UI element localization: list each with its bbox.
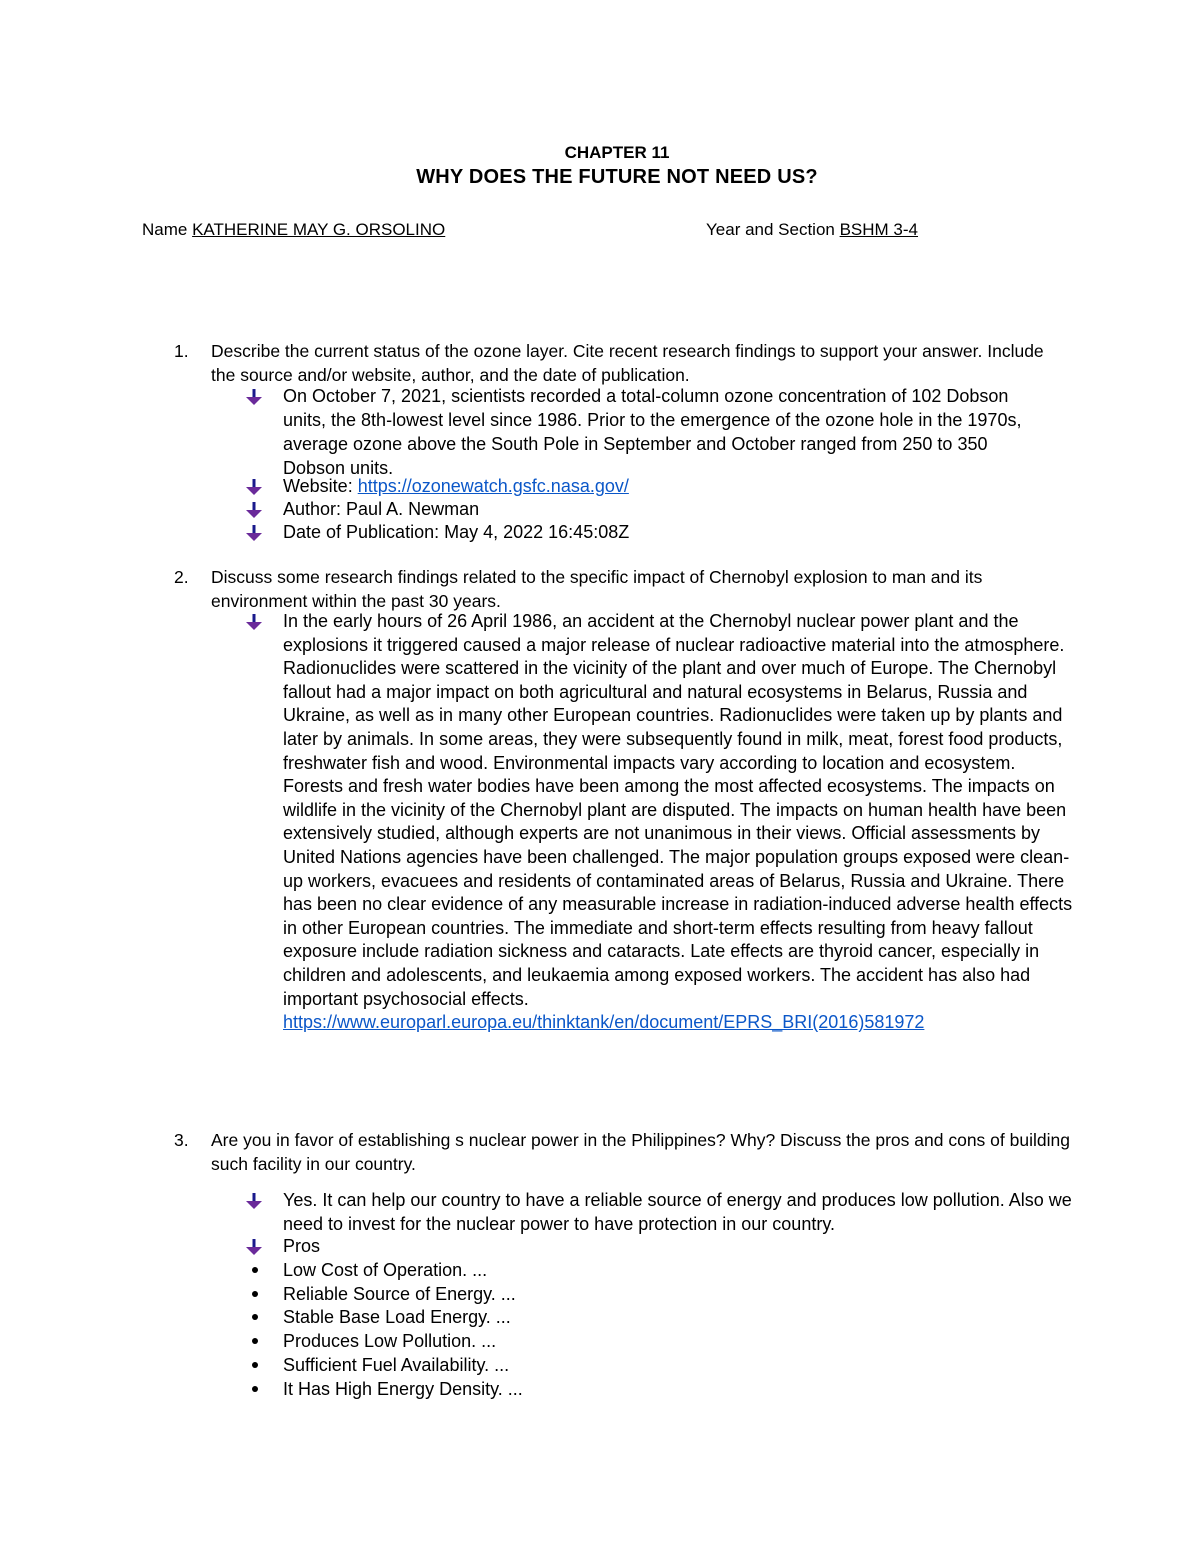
section-label: Year and Section [706,220,840,239]
section-value: BSHM 3-4 [839,220,919,239]
document-title: WHY DOES THE FUTURE NOT NEED US? [416,166,818,188]
question-number: 2. [174,567,189,587]
pro-text: Reliable Source of Energy. ... [283,1284,516,1304]
dot-bullet-icon [252,1314,258,1320]
chapter-heading: CHAPTER 11 [564,143,670,162]
website-link[interactable]: https://ozonewatch.gsfc.nasa.gov/ [357,476,629,496]
question-1 [174,339,1071,387]
list-item [283,1282,1073,1306]
pro-text: Produces Low Pollution. ... [283,1331,497,1351]
pros-label: Pros [283,1236,321,1256]
down-arrow-bullet-icon [245,388,263,405]
down-arrow-bullet-icon [245,478,263,495]
down-arrow-bullet-icon [245,614,263,631]
author-item [283,497,1073,521]
name-value: KATHERINE MAY G. ORSOLINO [192,220,446,239]
list-item [283,1377,1073,1401]
question-number: 3. [174,1130,189,1150]
answer-text: On October 7, 2021, scientists recorded a total-column ozone concentration of 102 Dobson units, the 8th-lowest level since 1986. Prior to the emergence of the ozone hole in the 1970s, average ozone above the South Pole in September and October ranged from 250 to 350 Dobson units. [283,386,1022,478]
question-text: Discuss some research findings related to the specific impact of Chernobyl explosion to man and its environment within the past 30 years. [211,567,983,611]
pro-text: It Has High Energy Density. ... [283,1379,523,1399]
name-label: Name [142,220,193,239]
question-text: Are you in favor of establishing s nuclear power in the Philippines? Why? Discuss the pros and cons of building such facility in our country. [211,1130,1070,1174]
section-line [706,220,918,240]
question-number: 1. [174,341,189,361]
website-label: Website: [283,476,358,496]
answer-3 [283,1188,1073,1236]
answer-1 [283,384,1043,480]
question-text: Describe the current status of the ozone layer. Cite recent research findings to support your answer. Include the source and/or website, author, and the date of publication. [211,341,1044,385]
question-2 [174,565,1071,613]
pro-text: Sufficient Fuel Availability. ... [283,1355,510,1375]
down-arrow-bullet-icon [245,501,263,518]
list-item [283,1305,1073,1329]
down-arrow-bullet-icon [245,524,263,541]
date-item [283,520,1073,544]
date-text: Date of Publication: May 4, 2022 16:45:08Z [283,522,630,542]
dot-bullet-icon [252,1386,258,1392]
dot-bullet-icon [252,1291,258,1297]
question-3 [174,1128,1071,1176]
author-text: Author: Paul A. Newman [283,499,480,519]
dot-bullet-icon [252,1362,258,1368]
pro-text: Stable Base Load Energy. ... [283,1307,511,1327]
source-link[interactable]: https://www.europarl.europa.eu/thinktank/en/document/EPRS_BRI(2016)581972 [283,1012,925,1033]
dot-bullet-icon [252,1267,258,1273]
answer-text: Yes. It can help our country to have a reliable source of energy and produces low pollution. Also we need to invest for the nuclear power to have protection in our country. [283,1190,1072,1234]
list-item [283,1329,1073,1353]
pros-heading [283,1234,1073,1258]
name-line [142,220,445,240]
answer-text: In the early hours of 26 April 1986, an accident at the Chernobyl nuclear power plant and the explosions it triggered caused a major release of nuclear radioactive material into the atmosphere. Radionuclides were scattered in the vicinity of the plant and over much of Europe. The Chernobyl fallout had a major impact on both agricultural and natural ecosystems in Belarus, Russia and Ukraine, as well as in many other European countries. Radionuclides were taken up by plants and later by animals. In some areas, they were subsequently found in milk, meat, forest food products, freshwater fish and wood. Environmental impacts vary according to location and ecosystem. Forests and fresh water bodies have been among the most affected ecosystems. The impacts on wildlife in the vicinity of the Chernobyl plant are disputed. The impacts on human health have been extensively studied, although experts are not unanimous in their views. Official assessments by United Nations agencies have been challenged. The major population groups exposed were clean-up workers, evacuees and residents of contaminated areas of Belarus, Russia and Ukraine. There has been no clear evidence of any measurable increase in radiation-induced adverse health effects in other European countries. The immediate and short-term effects resulting from heavy fallout exposure include radiation sickness and cataracts. Late effects are thyroid cancer, especially in children and adolescents, and leukaemia among exposed workers. The accident has also had important psychosocial effects. [283,611,1073,1009]
down-arrow-bullet-icon [245,1192,263,1209]
pro-text: Low Cost of Operation. ... [283,1260,488,1280]
list-item [283,1353,1073,1377]
answer-2 [283,610,1073,1035]
down-arrow-bullet-icon [245,1238,263,1255]
website-item [283,474,1073,498]
list-item [283,1258,1073,1282]
dot-bullet-icon [252,1338,258,1344]
